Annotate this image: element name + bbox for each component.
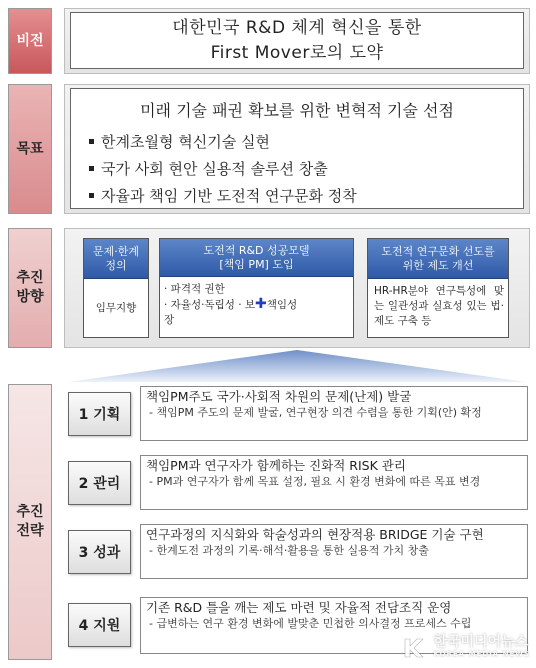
news-logo-icon	[403, 637, 429, 659]
direction-card-pm-model-header	[160, 239, 353, 277]
goal-item-text: 자율과 책임 기반 도전적 연구문화 정착	[101, 187, 357, 205]
goal-box	[70, 88, 524, 209]
direction-card-problem	[83, 238, 149, 338]
strategy-title: 연구과정의 지식화와 학술성과의 현장적용 BRIDGE 기술 구현	[146, 527, 484, 542]
strategy-label-result	[68, 530, 131, 574]
direction-arrow-icon	[64, 348, 530, 384]
bullet-icon	[89, 166, 94, 171]
strategy-title: 책임PM과 연구자가 함께하는 진화적 RISK 관리	[146, 458, 406, 473]
strategy-box-manage	[140, 455, 528, 510]
section-label-vision-text: 비전	[16, 32, 44, 49]
direction-card-pm-model	[159, 238, 354, 338]
section-label-goal-text: 목표	[16, 140, 44, 157]
strategy-desc: - PM과 연구자가 함께 목표 설정, 필요 시 환경 변화에 따른 목표 변경	[149, 475, 481, 488]
bullet-icon	[89, 139, 94, 144]
vision-line-2: First Mover로의 도약	[210, 42, 384, 63]
goal-item-text: 한계초월형 혁신기술 실현	[101, 133, 270, 151]
vision-box	[70, 12, 524, 69]
card-body-line: · 파격적 권한	[164, 283, 225, 295]
card-head-line: 도전적 연구문화 선도를	[381, 244, 495, 258]
section-label-strategy-line2: 전략	[16, 523, 44, 539]
direction-card-problem-body: 임무지향	[95, 302, 137, 314]
strategy-desc: - 급변하는 연구 환경 변화에 발맞춘 민첩한 의사결정 프로세스 수립	[149, 617, 472, 630]
goal-item	[89, 185, 357, 206]
watermark-sub: KOREA MEDIA NEWS	[433, 650, 530, 658]
goal-title: 미래 기술 패권 확보를 위한 변혁적 기술 선점	[140, 101, 454, 120]
card-body-line: 장	[164, 314, 175, 326]
goal-item-text: 국가 사회 현안 실용적 솔루션 창출	[101, 160, 328, 178]
bullet-icon	[89, 193, 94, 198]
watermark	[403, 636, 530, 660]
watermark-main: 한국미디어뉴스	[433, 634, 529, 650]
strategy-label-support	[68, 603, 131, 647]
vision-line-1: 대한민국 R&D 체계 혁신을 통한	[172, 17, 422, 38]
strategy-label-plan	[68, 392, 131, 436]
section-label-direction-line1: 추진	[16, 270, 44, 286]
goal-panel	[64, 84, 530, 214]
strategy-title: 책임PM주도 국가·사회적 차원의 문제(난제) 발굴	[146, 389, 412, 404]
section-label-strategy-line1: 추진	[16, 504, 44, 520]
card-head-line: 도전적 R&D 성공모델	[203, 243, 310, 257]
card-head-line: 정의	[105, 258, 127, 272]
plus-icon: ✚	[255, 296, 267, 312]
watermark-text	[433, 636, 530, 660]
direction-card-system-header	[368, 239, 508, 279]
strategy-label-text: 1 기획	[78, 407, 121, 423]
strategy-desc: - 책임PM 주도의 문제 발굴, 연구현장 의견 수렴을 통한 기획(안) 확정	[149, 406, 482, 419]
strategy-label-text: 3 성과	[78, 545, 121, 561]
card-head-line: 문제·한계	[92, 244, 139, 258]
card-body-line	[164, 297, 350, 313]
section-label-vision	[8, 8, 52, 74]
section-label-strategy	[8, 384, 52, 660]
card-body-text: · 자율성·독립성 · 보	[164, 299, 256, 311]
goal-item	[89, 131, 270, 152]
card-head-line: 위한 제도 개선	[402, 258, 474, 272]
direction-card-system	[367, 238, 509, 338]
section-label-direction	[8, 228, 52, 348]
strategy-label-text: 2 관리	[78, 476, 121, 492]
direction-card-problem-header	[84, 239, 148, 279]
vision-panel	[64, 8, 530, 74]
direction-card-pm-model-body	[160, 277, 353, 328]
strategy-label-manage	[68, 461, 131, 505]
goal-item	[89, 158, 328, 179]
strategy-title: 기존 R&D 틀을 깨는 제도 마련 및 자율적 전담조직 운영	[146, 600, 452, 615]
strategy-desc: - 한계도전 과정의 기록·해석·활용을 통한 실용적 가치 창출	[149, 544, 429, 557]
direction-panel	[64, 228, 530, 348]
strategy-label-text: 4 지원	[78, 618, 121, 634]
card-body-text: 책임성	[266, 299, 298, 311]
strategy-box-plan	[140, 386, 528, 441]
section-label-direction-line2: 방향	[16, 289, 44, 305]
card-head-line: [책임 PM] 도입	[219, 257, 294, 271]
direction-card-system-body: HR-HR분야 연구특성에 맞는 일관성과 실효성 있는 법·제도 구축 등	[374, 285, 504, 327]
strategy-box-result	[140, 524, 528, 579]
section-label-goal	[8, 84, 52, 214]
